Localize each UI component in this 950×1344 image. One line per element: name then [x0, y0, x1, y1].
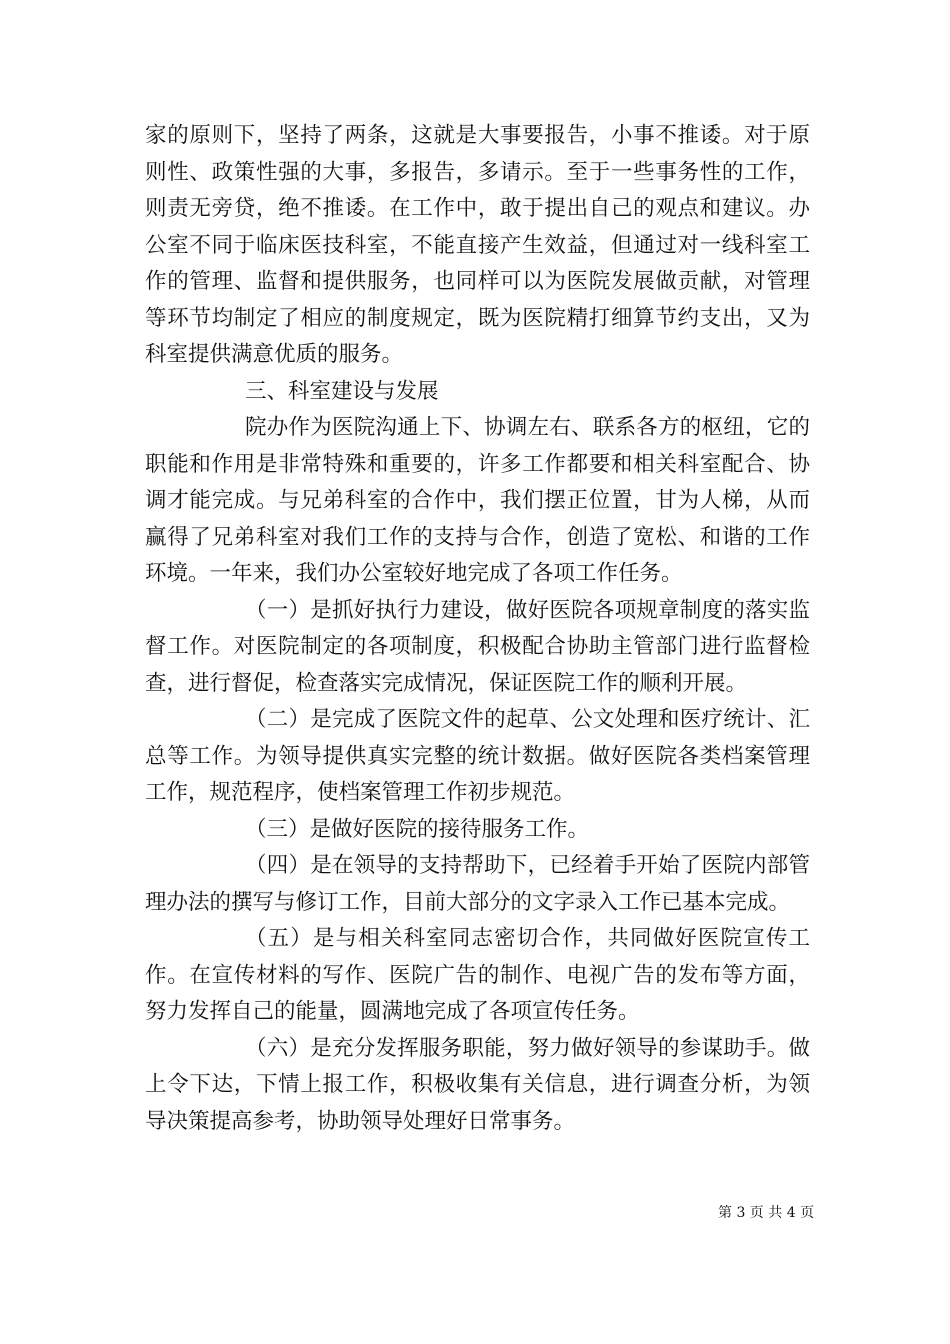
document-body — [145, 118, 810, 1140]
paragraph-item-2: （二）是完成了医院文件的起草、公文处理和医疗统计、汇总等工作。为领导提供真实完整的统计数据。做好医院各类档案管理工作，规范程序，使档案管理工作初步规范。 — [145, 707, 810, 805]
paragraph-item-5: （五）是与相关科室同志密切合作，共同做好医院宣传工作。在宣传材料的写作、医院广告的制作、电视广告的发布等方面，努力发挥自己的能量，圆满地完成了各项宣传任务。 — [145, 926, 810, 1024]
page-number-footer: 第 3 页 共 4 页 — [718, 1205, 815, 1221]
paragraph-item-4: （四）是在领导的支持帮助下，已经着手开始了医院内部管理办法的撰写与修订工作，目前大部分的文字录入工作已基本完成。 — [145, 853, 810, 915]
paragraph-section-intro: 院办作为医院沟通上下、协调左右、联系各方的枢纽，它的职能和作用是非常特殊和重要的，许多工作都要和相关科室配合、协调才能完成。与兄弟科室的合作中，我们摆正位置，甘为人梯，从而赢得了兄弟科室对我们工作的支持与合作，创造了宽松、和谐的工作环境。一年来，我们办公室较好地完成了各项工作任务。 — [145, 415, 810, 586]
section-heading: 三、科室建设与发展 — [245, 378, 439, 404]
paragraph-item-3: （三）是做好医院的接待服务工作。 — [245, 816, 590, 842]
paragraph-item-1: （一）是抓好执行力建设，做好医院各项规章制度的落实监督工作。对医院制定的各项制度，积极配合协助主管部门进行监督检查，进行督促，检查落实完成情况，保证医院工作的顺利开展。 — [145, 597, 810, 696]
paragraph-item-6: （六）是充分发挥服务职能，努力做好领导的参谋助手。做上令下达，下情上报工作，积极收集有关信息，进行调查分析，为领导决策提高参考，协助领导处理好日常事务。 — [145, 1035, 810, 1134]
paragraph-continuation: 家的原则下，坚持了两条，这就是大事要报告，小事不推诿。对于原则性、政策性强的大事，多报告，多请示。至于一些事务性的工作，则责无旁贷，绝不推诿。在工作中，敢于提出自己的观点和建议。办公室不同于临床医技科室，不能直接产生效益，但通过对一线科室工作的管理、监督和提供服务，也同样可以为医院发展做贡献，对管理等环节均制定了相应的制度规定，既为医院精打细算节约支出，又为科室提供满意优质的服务。 — [145, 123, 810, 367]
